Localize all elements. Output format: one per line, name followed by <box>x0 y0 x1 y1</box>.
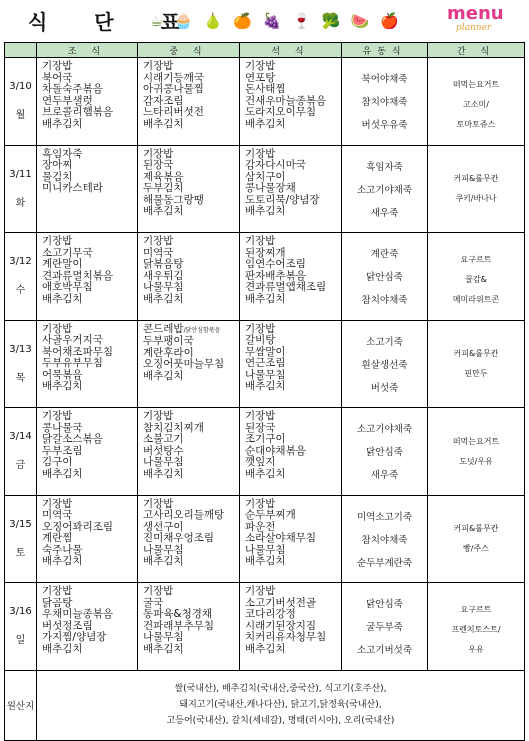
dinner-item <box>245 294 341 306</box>
breakfast-item-text: 배추김치 <box>42 117 83 130</box>
column-header-dinner: 석 식 <box>240 43 342 58</box>
lunch-item <box>143 119 239 131</box>
liquid-item: 새우죽 <box>370 470 399 482</box>
snack-cell <box>428 583 525 671</box>
dinner-item-text: 배추김치 <box>245 117 286 130</box>
lunch-cell <box>138 495 240 583</box>
liquid-item: 참치야채죽 <box>361 295 408 307</box>
lunch-note: /닭안심함볶음 <box>183 326 221 334</box>
breakfast-item <box>42 294 137 306</box>
liquid-item: 북어야채죽 <box>361 74 408 86</box>
dinner-item-text: 기장밥 <box>245 60 276 72</box>
dinner-item-text: 도토리묵/양념장 <box>245 193 320 206</box>
liquid-item: 소고기야채죽 <box>356 424 413 436</box>
snack-cell <box>428 495 525 583</box>
date-label: 3/15 <box>9 518 32 530</box>
lunch-item-text: 소불고기 <box>143 433 184 445</box>
dinner-item-text: 소라살야채무침 <box>245 532 317 544</box>
lunch-cell <box>138 233 240 321</box>
snack-cell <box>428 408 525 496</box>
dinner-item <box>245 206 341 218</box>
lunch-item-text: 기장밥 <box>143 60 174 72</box>
lunch-item-text: 두부김치 <box>143 182 184 194</box>
breakfast-item-text: 배추김치 <box>42 467 83 480</box>
breakfast-item-text: 흑임자죽 <box>42 147 83 160</box>
date-label: 3/12 <box>9 256 32 268</box>
liquid-cell <box>342 583 428 671</box>
dinner-item-text: 감자다시마국 <box>245 159 306 171</box>
breakfast-cell <box>37 233 138 321</box>
liquid-cell <box>342 145 428 233</box>
dinner-item-text: 기장밥 <box>245 497 276 510</box>
planner-logo: planner <box>456 23 492 33</box>
liquid-item: 닭안심죽 <box>366 272 403 284</box>
origin-text <box>37 670 525 740</box>
origin-row <box>5 670 525 740</box>
breakfast-item-text: 브로콜리햄볶음 <box>42 106 114 118</box>
lunch-cell <box>138 320 240 408</box>
liquid-item: 참치야채죽 <box>361 97 408 109</box>
liquid-item: 소고기죽 <box>366 336 403 348</box>
lunch-item-text: 생선구이 <box>143 520 184 533</box>
dinner-item-text: 배추김치 <box>245 642 286 655</box>
dinner-item-text: 깻잎지 <box>245 456 276 468</box>
liquid-item: 미역소고기죽 <box>356 511 413 523</box>
breakfast-item-text: 기장밥 <box>42 497 73 510</box>
origin-line: 돼지고기(국내산,캐나다산), 닭고기,닭정육(국내산), <box>179 700 382 710</box>
snack-item: 커피&롤무칸 <box>453 174 499 184</box>
breakfast-item <box>42 381 137 393</box>
snack-item: 떠먹는요거트 <box>452 80 500 90</box>
lunch-item-text: 새우튀김 <box>143 269 184 282</box>
lunch-item <box>143 644 239 656</box>
lunch-item-text: 나물무침 <box>143 543 184 556</box>
breakfast-item-text: 두부조림 <box>42 444 83 457</box>
liquid-cell <box>342 58 428 146</box>
weekday-label: 일 <box>15 635 26 647</box>
dinner-cell <box>240 58 342 146</box>
lunch-item-text: 제육볶음 <box>143 170 184 183</box>
dinner-item-text: 배추김치 <box>245 467 286 480</box>
day-row <box>5 233 525 321</box>
liquid-item: 버섯죽 <box>370 382 399 394</box>
breakfast-item-text: 닭갈소스볶음 <box>42 433 103 445</box>
day-cell <box>5 495 37 583</box>
breakfast-item-text: 계란찜 <box>42 532 73 544</box>
snack-cell <box>428 145 525 233</box>
breakfast-item-text: 계란말이 <box>42 258 83 270</box>
dinner-item-text: 순대야채볶음 <box>245 444 306 457</box>
breakfast-item-text: 차돌숙주볶음 <box>42 83 103 95</box>
lunch-item-text: 배추김치 <box>143 369 184 382</box>
lunch-item-text: 기장밥 <box>143 410 174 422</box>
snack-item: 도넛/우유 <box>459 456 493 466</box>
breakfast-cell <box>37 58 138 146</box>
lunch-item-text: 버섯탕수 <box>143 444 184 457</box>
dinner-item-text: 건새우마늘종볶음 <box>245 94 327 107</box>
liquid-cell <box>342 320 428 408</box>
snack-cell <box>428 320 525 408</box>
lunch-cell <box>138 145 240 233</box>
lunch-item-text: 느타리버섯전 <box>143 106 204 118</box>
lunch-cell <box>138 408 240 496</box>
lunch-item-text: 배추김치 <box>143 555 184 567</box>
dinner-item-text: 배추김치 <box>245 555 286 567</box>
liquid-item: 계란죽 <box>370 249 399 261</box>
weekday-label: 월 <box>15 110 26 122</box>
breakfast-item-text: 배추김치 <box>42 292 83 305</box>
snack-item: 꿀감& <box>465 275 487 285</box>
day-cell <box>5 58 37 146</box>
dinner-item-text: 연근조림 <box>245 357 286 369</box>
snack-item: 쿠키/바나나 <box>455 194 497 204</box>
weekday-label: 금 <box>15 460 26 472</box>
breakfast-item-text: 물김치 <box>42 170 73 183</box>
menu-table <box>4 42 525 741</box>
snack-item: 요구르트 <box>460 255 492 265</box>
snack-item: 고소미/ <box>463 100 489 110</box>
dinner-item <box>245 381 341 393</box>
column-header-snack: 간 식 <box>428 43 525 58</box>
breakfast-item-text: 애호박무침 <box>42 281 93 293</box>
breakfast-item-text: 어묵볶음 <box>42 368 83 381</box>
date-label: 3/10 <box>9 81 32 93</box>
breakfast-item-text: 숙주나물 <box>42 543 83 556</box>
lunch-item <box>143 371 239 383</box>
lunch-item-text: 해물동그랑땡 <box>143 193 204 206</box>
snack-cell <box>428 233 525 321</box>
dinner-item-text: 치커리유자청무침 <box>245 631 327 643</box>
lunch-item-text: 건파래부추무침 <box>143 619 215 632</box>
lunch-cell <box>138 58 240 146</box>
snack-item: 요구르트 <box>460 605 492 615</box>
breakfast-item-text: 배추김치 <box>42 555 83 567</box>
lunch-item-text: 기장밥 <box>143 147 174 160</box>
dinner-item-text: 기장밥 <box>245 585 276 597</box>
liquid-cell <box>342 408 428 496</box>
lunch-item-text: 고사리오리들깨탕 <box>143 509 225 521</box>
snack-item: 커피&롤무칸 <box>453 349 499 359</box>
lunch-item-text: 굴국 <box>143 596 164 609</box>
corner-cell <box>5 43 37 58</box>
breakfast-cell <box>37 408 138 496</box>
breakfast-item-text: 두부유부무침 <box>42 357 103 369</box>
lunch-item-text: 배추김치 <box>143 467 184 480</box>
lunch-item <box>143 206 239 218</box>
liquid-item: 닭안심죽 <box>366 599 403 611</box>
breakfast-item-text: 우채미늘종볶음 <box>42 608 114 620</box>
dinner-item-text: 나물무침 <box>245 543 286 556</box>
dinner-item-text: 나물무침 <box>245 368 286 381</box>
lunch-item-text: 나물무침 <box>143 281 184 293</box>
liquid-cell <box>342 495 428 583</box>
food-decoration-icons: ☕ 🧁 🍐 🍊 🍇 🍷 🥦 🍉 🍎 <box>150 12 403 30</box>
lunch-item-text: 나물무침 <box>143 456 184 468</box>
lunch-item <box>143 294 239 306</box>
lunch-item-text: 된장국 <box>143 159 174 171</box>
page-header <box>0 0 529 40</box>
liquid-item: 흑임자죽 <box>366 161 403 173</box>
dinner-item-text: 도라지오이무침 <box>245 106 317 118</box>
lunch-item-text: 두부팽이국 <box>143 335 194 347</box>
dinner-item-text: 돈사태찜 <box>245 83 286 95</box>
breakfast-item-text: 북어국 <box>42 71 73 84</box>
breakfast-item-text: 배추김치 <box>42 642 83 655</box>
breakfast-cell <box>37 145 138 233</box>
day-cell <box>5 583 37 671</box>
dinner-item-text: 배추김치 <box>245 205 286 217</box>
breakfast-item-text: 오징어꽈리조림 <box>42 520 114 533</box>
lunch-item-text: 감자조림 <box>143 94 184 107</box>
weekday-label: 토 <box>15 547 26 559</box>
dinner-item-text: 견과류멸앱채조림 <box>245 281 327 293</box>
snack-item: 프렌치토스트/ <box>451 625 501 635</box>
snack-cell <box>428 58 525 146</box>
dinner-item-text: 파운전 <box>245 520 276 533</box>
dinner-item-text: 기장밥 <box>245 235 276 247</box>
origin-line: 고등어(국내산), 갈치(세네갈), 명태(러시아), 오리(국내산) <box>166 716 395 726</box>
origin-label: 원산지 <box>5 670 37 740</box>
lunch-item-text: 배추김치 <box>143 117 184 130</box>
dinner-item-text: 기장밥 <box>245 410 276 422</box>
lunch-item <box>143 469 239 481</box>
breakfast-item-text: 김구이 <box>42 456 73 468</box>
breakfast-item-text: 북어채조파무침 <box>42 345 114 358</box>
liquid-item: 닭안심죽 <box>366 447 403 459</box>
day-row <box>5 408 525 496</box>
lunch-item-text: 동파육&청경채 <box>143 608 213 620</box>
day-cell <box>5 320 37 408</box>
dinner-item-text: 된장국 <box>245 421 276 434</box>
lunch-item-text: 기장밥 <box>143 497 174 510</box>
dinner-item-text: 순두부찌개 <box>245 509 296 521</box>
dinner-item-text: 된장찌개 <box>245 246 286 259</box>
breakfast-item <box>42 119 137 131</box>
day-row <box>5 58 525 146</box>
dinner-item-text: 콩나물장채 <box>245 182 296 194</box>
dinner-item <box>245 119 341 131</box>
breakfast-item-text: 닭곰탕 <box>42 596 73 609</box>
day-row <box>5 583 525 671</box>
breakfast-item-text: 견과류멸치볶음 <box>42 269 114 282</box>
lunch-item-text: 콘드레밥 <box>143 322 184 335</box>
menu-logo: menu <box>447 3 504 24</box>
snack-item: 떠먹는요거트 <box>452 436 500 446</box>
lunch-item-text: 닭볶음탕 <box>143 258 184 270</box>
liquid-item: 굴두부죽 <box>366 622 403 634</box>
weekday-label: 화 <box>15 197 26 209</box>
liquid-item: 소고기야채죽 <box>356 184 413 196</box>
snack-item: 빵/주스 <box>463 544 489 554</box>
breakfast-item-text: 배추김치 <box>42 380 83 392</box>
column-header-row <box>5 43 525 58</box>
dinner-cell <box>240 408 342 496</box>
dinner-item-text: 삼치구이 <box>245 170 286 183</box>
dinner-item-text: 조기구이 <box>245 433 286 445</box>
dinner-item <box>245 469 341 481</box>
lunch-item-text: 아귀콩나물찜 <box>143 83 204 95</box>
breakfast-item-text: 기장밥 <box>42 585 73 597</box>
lunch-item-text: 배추김치 <box>143 205 184 217</box>
dinner-item <box>245 556 341 568</box>
liquid-item: 흰살생선죽 <box>361 359 408 371</box>
lunch-item-text: 나물무침 <box>143 631 184 643</box>
date-label: 3/16 <box>9 606 32 618</box>
dinner-item-text: 코다리강정 <box>245 608 296 620</box>
lunch-item-text: 배추김치 <box>143 642 184 655</box>
breakfast-item <box>42 644 137 656</box>
dinner-item-text: 소고기버섯전골 <box>245 596 317 609</box>
lunch-item-text: 시래기등깨국 <box>143 71 204 84</box>
breakfast-item-text: 소고기무국 <box>42 246 93 259</box>
dinner-item-text: 시래기된장지짐 <box>245 619 317 632</box>
weekday-label: 목 <box>15 372 26 384</box>
date-label: 3/14 <box>9 431 32 443</box>
liquid-cell <box>342 233 428 321</box>
dinner-cell <box>240 233 342 321</box>
liquid-item: 순두부계란죽 <box>356 557 413 569</box>
snack-item: 우유 <box>468 645 484 655</box>
breakfast-cell <box>37 495 138 583</box>
dinner-cell <box>240 583 342 671</box>
dinner-cell <box>240 495 342 583</box>
breakfast-item <box>42 556 137 568</box>
dinner-item-text: 연포탕 <box>245 71 276 84</box>
dinner-cell <box>240 145 342 233</box>
lunch-item-text: 기장밥 <box>143 235 174 247</box>
day-row <box>5 145 525 233</box>
liquid-item: 새우죽 <box>370 207 399 219</box>
lunch-item-text: 미역국 <box>143 246 174 259</box>
dinner-item-text: 배추김치 <box>245 292 286 305</box>
snack-item: 커피&롤무칸 <box>453 524 499 534</box>
lunch-cell <box>138 583 240 671</box>
breakfast-item-text: 미역국 <box>42 509 73 521</box>
dinner-item-text: 무쌈말이 <box>245 345 286 358</box>
dinner-item-text: 기장밥 <box>245 322 276 335</box>
breakfast-item-text: 기장밥 <box>42 235 73 247</box>
lunch-item-text: 진미채우엉조림 <box>143 532 215 544</box>
day-cell <box>5 145 37 233</box>
column-header-lunch: 중 식 <box>138 43 240 58</box>
breakfast-cell <box>37 320 138 408</box>
breakfast-item-text: 기장밥 <box>42 410 73 422</box>
dinner-item-text: 판자배추볶음 <box>245 269 306 282</box>
dinner-item <box>245 644 341 656</box>
column-header-breakfast: 조 식 <box>37 43 138 58</box>
snack-item: 핀만두 <box>464 369 488 379</box>
dinner-item-text: 배추김치 <box>245 380 286 392</box>
breakfast-item-text: 연두부샐럿 <box>42 94 93 107</box>
snack-item: 토마토쥬스 <box>456 120 496 130</box>
breakfast-item-text: 사골우거지국 <box>42 334 103 346</box>
lunch-item-text: 참치김치찌개 <box>143 421 204 434</box>
liquid-item: 버섯우유죽 <box>361 120 408 132</box>
breakfast-item-text: 콩나물국 <box>42 421 83 434</box>
lunch-item-text: 기장밥 <box>143 585 174 597</box>
date-label: 3/13 <box>9 343 32 355</box>
page-title: 식 단 표 <box>28 10 200 34</box>
breakfast-cell <box>37 583 138 671</box>
liquid-item: 소고기버섯죽 <box>356 645 413 657</box>
day-row <box>5 320 525 408</box>
weekday-label: 수 <box>15 285 26 297</box>
day-cell <box>5 233 37 321</box>
column-header-liquid: 유동식 <box>342 43 428 58</box>
liquid-item: 참치야채죽 <box>361 534 408 546</box>
lunch-item-text: 배추김치 <box>143 292 184 305</box>
date-label: 3/11 <box>9 168 32 180</box>
lunch-item-text: 계란후라이 <box>143 346 194 359</box>
day-cell <box>5 408 37 496</box>
dinner-item-text: 기장밥 <box>245 147 276 160</box>
day-row <box>5 495 525 583</box>
breakfast-item-text: 버섯정조림 <box>42 619 93 632</box>
breakfast-item-text: 기장밥 <box>42 322 73 335</box>
origin-line: 쌀(국내산), 배추김치(국내산,중국산), 식고기(호주산), <box>174 684 387 694</box>
lunch-item <box>143 556 239 568</box>
dinner-item-text: 임연수어조림 <box>245 258 306 270</box>
breakfast-item <box>42 469 137 481</box>
snack-item: 메미라위트콘 <box>452 295 500 305</box>
breakfast-item-text: 미니카스테라 <box>42 182 103 194</box>
dinner-cell <box>240 320 342 408</box>
breakfast-item <box>42 183 137 195</box>
breakfast-item-text: 기장밥 <box>42 60 73 72</box>
dinner-item-text: 갈비탕 <box>245 334 276 346</box>
lunch-item-text: 오징어풋마늘무침 <box>143 358 225 370</box>
breakfast-item-text: 장아찌 <box>42 159 73 171</box>
breakfast-item-text: 가지찜/양념장 <box>42 631 107 643</box>
